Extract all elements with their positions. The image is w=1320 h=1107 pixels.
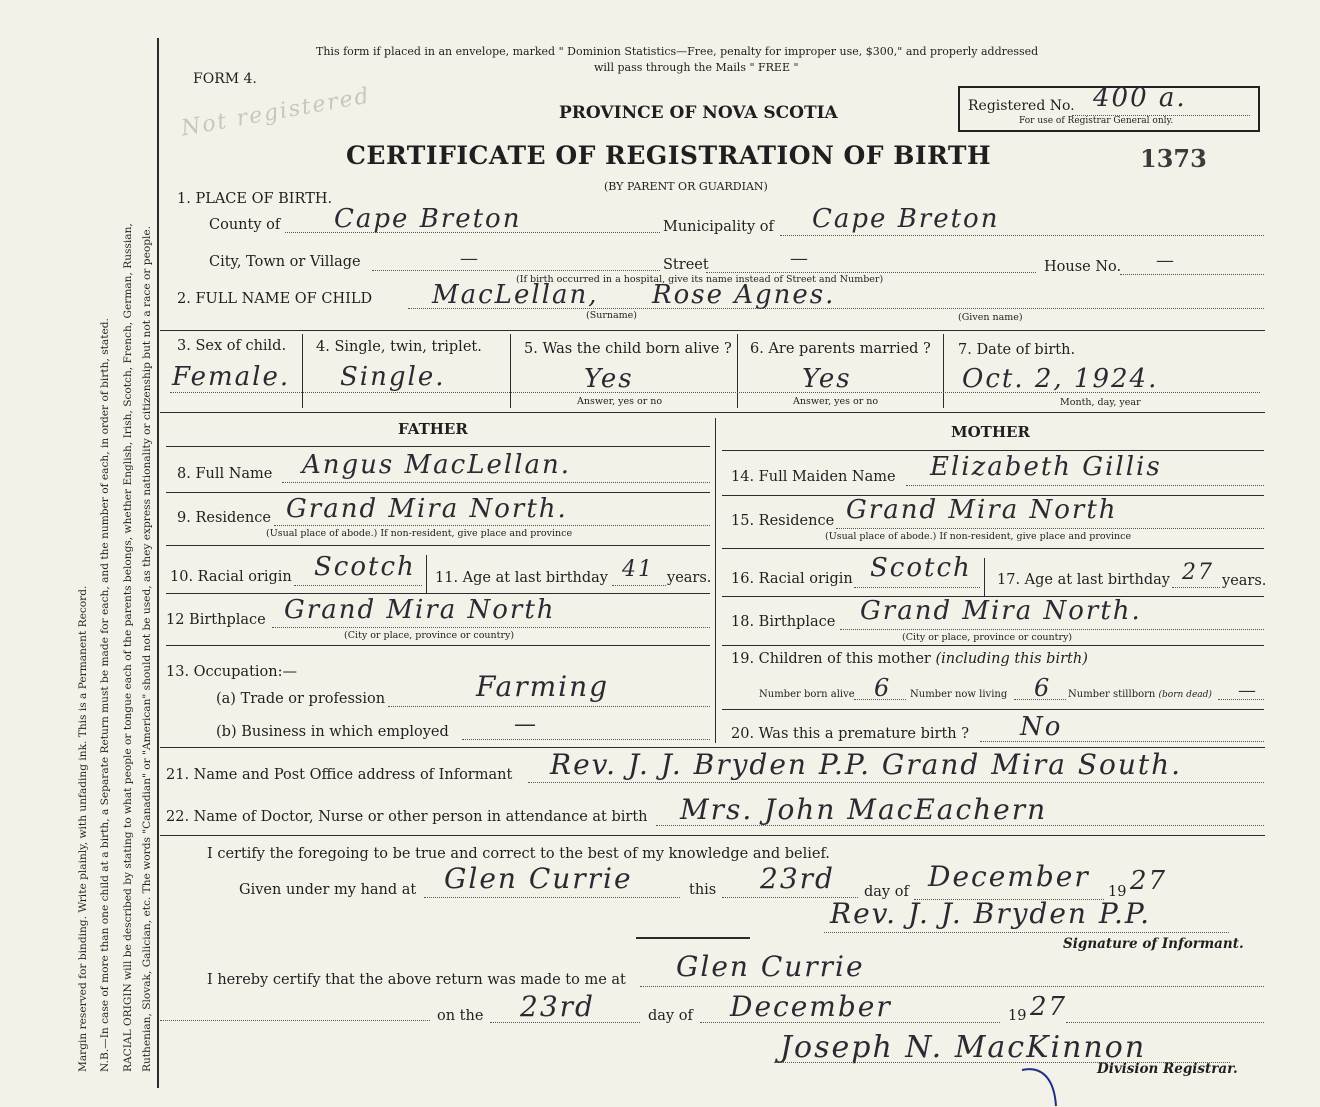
- mother-race-label: 16. Racial origin: [731, 571, 853, 587]
- registrar-note: For use of Registrar General only.: [1019, 116, 1174, 126]
- plurality-value[interactable]: Single.: [340, 362, 446, 392]
- margin-note-1: Margin reserved for binding. Write plainly, with unfading ink. This is a Permanent Record.: [77, 585, 89, 1072]
- child-name-label: 2. FULL NAME OF CHILD: [177, 291, 373, 307]
- mother-birthplace[interactable]: Grand Mira North.: [860, 596, 1142, 626]
- municipality-value[interactable]: Cape Breton: [812, 204, 1000, 234]
- dob-value[interactable]: Oct. 2, 1924.: [962, 364, 1159, 394]
- hospital-note: (If birth occurred in a hospital, give its name instead of Street and Number): [516, 274, 884, 285]
- ink-mark: [1018, 1062, 1068, 1107]
- stillborn-value[interactable]: —: [1238, 680, 1258, 701]
- father-years-label: years.: [667, 570, 712, 586]
- given-day[interactable]: 23rd: [760, 862, 835, 895]
- given-caption: (Given name): [958, 312, 1023, 323]
- mother-race[interactable]: Scotch: [870, 553, 972, 583]
- registrar-signature[interactable]: Joseph N. MacKinnon: [780, 1030, 1147, 1065]
- born-alive-label: Number born alive: [759, 689, 855, 700]
- house-value[interactable]: —: [1156, 250, 1176, 271]
- surname-caption: (Surname): [586, 310, 637, 321]
- form-number: FORM 4.: [193, 71, 257, 87]
- sex-label: 3. Sex of child.: [177, 338, 287, 354]
- alive-value[interactable]: Yes: [584, 364, 634, 394]
- mother-name[interactable]: Elizabeth Gillis: [930, 452, 1162, 482]
- occupation-label: 13. Occupation:—: [166, 664, 297, 680]
- house-label: House No.: [1044, 259, 1122, 275]
- this-label: this: [689, 882, 717, 898]
- father-age[interactable]: 41: [622, 557, 654, 582]
- margin-note-4: Ruthenian, Slovak, Galician, etc. The words "Canadian" or "American" should not be used, as they express nationality or citizenship but not a race or people.: [141, 225, 153, 1072]
- given-month[interactable]: December: [928, 860, 1090, 893]
- dob-label: 7. Date of birth.: [958, 342, 1076, 358]
- pencil-note: Not registered: [179, 83, 373, 142]
- children-label-note: (including this birth): [935, 651, 1088, 667]
- children-label-text: 19. Children of this mother: [731, 651, 931, 667]
- sex-value[interactable]: Female.: [172, 362, 291, 392]
- child-surname[interactable]: MacLellan,: [432, 280, 599, 310]
- children-label: [731, 651, 1088, 667]
- mother-birthplace-label: 18. Birthplace: [731, 614, 836, 630]
- father-residence-label: 9. Residence: [177, 510, 271, 526]
- registered-number[interactable]: 400 a.: [1093, 83, 1187, 113]
- stamp-number: 1373: [1140, 144, 1207, 173]
- father-residence[interactable]: Grand Mira North.: [286, 494, 568, 524]
- street-value[interactable]: —: [790, 248, 810, 269]
- given-day-of-label: day of: [864, 884, 909, 900]
- married-caption: Answer, yes or no: [793, 396, 879, 407]
- registrar-caption: Division Registrar.: [1097, 1061, 1238, 1077]
- margin-notes: [0, 0, 160, 1107]
- informant-value[interactable]: Rev. J. J. Bryden P.P. Grand Mira South.: [550, 748, 1183, 781]
- registrar-statement: I hereby certify that the above return was made to me at: [207, 972, 626, 988]
- informant-signature[interactable]: Rev. J. J. Bryden P.P.: [830, 897, 1151, 930]
- mother-residence[interactable]: Grand Mira North: [846, 495, 1118, 525]
- margin-note-3: RACIAL ORIGIN will be described by stating to what people or tongue each of the parents belongs, whether English, Irish, Scotch, French, German, Russian,: [122, 223, 134, 1072]
- mother-name-label: 14. Full Maiden Name: [731, 469, 896, 485]
- premature-value[interactable]: No: [1020, 712, 1063, 742]
- mail-notice-free: will pass through the Mails " FREE ": [594, 61, 799, 74]
- plurality-label: 4. Single, twin, triplet.: [316, 339, 482, 355]
- margin-note-2: N.B.—In case of more than one child at a birth, a Separate Return must be made for each, and the number of each, in order of birth, stated.: [99, 318, 111, 1072]
- on-the-label: on the: [437, 1008, 484, 1024]
- certify-statement: I certify the foregoing to be true and correct to the best of my knowledge and belief.: [207, 846, 830, 862]
- registrar-year[interactable]: 27: [1030, 992, 1068, 1022]
- mother-years-label: years.: [1222, 573, 1267, 589]
- married-label: 6. Are parents married ?: [750, 341, 931, 357]
- father-birthplace-caption: (City or place, province or country): [344, 630, 515, 641]
- stillborn-label: [1068, 689, 1212, 700]
- father-race[interactable]: Scotch: [314, 552, 416, 582]
- attendant-label: 22. Name of Doctor, Nurse or other person in attendance at birth: [166, 809, 648, 825]
- living-value[interactable]: 6: [1034, 674, 1052, 702]
- living-label: Number now living: [910, 689, 1008, 700]
- mother-heading: MOTHER: [951, 423, 1030, 441]
- registered-label: Registered No.: [968, 98, 1075, 114]
- registrar-month[interactable]: December: [730, 990, 892, 1023]
- mother-age-label: 17. Age at last birthday: [997, 572, 1170, 588]
- municipality-label: Municipality of: [663, 219, 774, 235]
- stillborn-label-note: (born dead): [1158, 690, 1212, 700]
- street-label: Street: [663, 257, 709, 273]
- place-heading: 1. PLACE OF BIRTH.: [177, 191, 333, 207]
- father-name-label: 8. Full Name: [177, 466, 273, 482]
- mother-age[interactable]: 27: [1182, 560, 1214, 585]
- dob-caption: Month, day, year: [1060, 397, 1141, 408]
- premature-label: 20. Was this a premature birth ?: [731, 726, 969, 742]
- informant-label: 21. Name and Post Office address of Informant: [166, 767, 513, 783]
- registrar-day-of-label: day of: [648, 1008, 693, 1024]
- business-value[interactable]: —: [514, 712, 538, 737]
- father-age-label: 11. Age at last birthday: [435, 570, 608, 586]
- given-place[interactable]: Glen Currie: [444, 862, 633, 895]
- registrar-year-prefix: 19: [1008, 1008, 1027, 1024]
- trade-value[interactable]: Farming: [476, 670, 610, 703]
- registrar-place[interactable]: Glen Currie: [676, 950, 865, 983]
- father-heading: FATHER: [398, 420, 468, 438]
- informant-signature-caption: Signature of Informant.: [1063, 936, 1244, 952]
- city-label: City, Town or Village: [209, 254, 361, 270]
- father-residence-caption: (Usual place of abode.) If non-resident, give place and province: [266, 528, 573, 539]
- certificate-title: CERTIFICATE OF REGISTRATION OF BIRTH: [346, 141, 992, 170]
- city-value[interactable]: —: [460, 248, 480, 269]
- alive-caption: Answer, yes or no: [577, 396, 663, 407]
- given-year[interactable]: 27: [1130, 866, 1168, 896]
- county-value[interactable]: Cape Breton: [334, 204, 522, 234]
- father-birthplace[interactable]: Grand Mira North: [284, 595, 556, 625]
- mother-residence-label: 15. Residence: [731, 513, 835, 529]
- father-birthplace-label: 12 Birthplace: [166, 612, 266, 628]
- province-title: PROVINCE OF NOVA SCOTIA: [559, 103, 838, 123]
- given-year-prefix: 19: [1108, 884, 1127, 900]
- mother-residence-caption: (Usual place of abode.) If non-resident, give place and province: [825, 531, 1132, 542]
- attendant-value[interactable]: Mrs. John MacEachern: [680, 793, 1048, 826]
- father-race-label: 10. Racial origin: [170, 569, 292, 585]
- certificate-subtitle: (BY PARENT OR GUARDIAN): [604, 180, 768, 193]
- mother-birthplace-caption: (City or place, province or country): [902, 632, 1073, 643]
- alive-label: 5. Was the child born alive ?: [524, 341, 732, 357]
- child-given-name[interactable]: Rose Agnes.: [652, 280, 836, 310]
- father-name[interactable]: Angus MacLellan.: [302, 450, 571, 480]
- registrar-day[interactable]: 23rd: [520, 990, 595, 1023]
- married-value[interactable]: Yes: [802, 364, 852, 394]
- given-label: Given under my hand at: [239, 882, 417, 898]
- trade-label: (a) Trade or profession: [216, 691, 386, 707]
- binding-rule: [157, 38, 159, 1088]
- business-label: (b) Business in which employed: [216, 724, 449, 740]
- stillborn-label-text: Number stillborn: [1068, 689, 1156, 700]
- born-alive-value[interactable]: 6: [874, 674, 892, 702]
- mail-notice: This form if placed in an envelope, marked " Dominion Statistics—Free, penalty for improper use, $300," and properly addressed: [316, 45, 1039, 58]
- county-label: County of: [209, 217, 281, 233]
